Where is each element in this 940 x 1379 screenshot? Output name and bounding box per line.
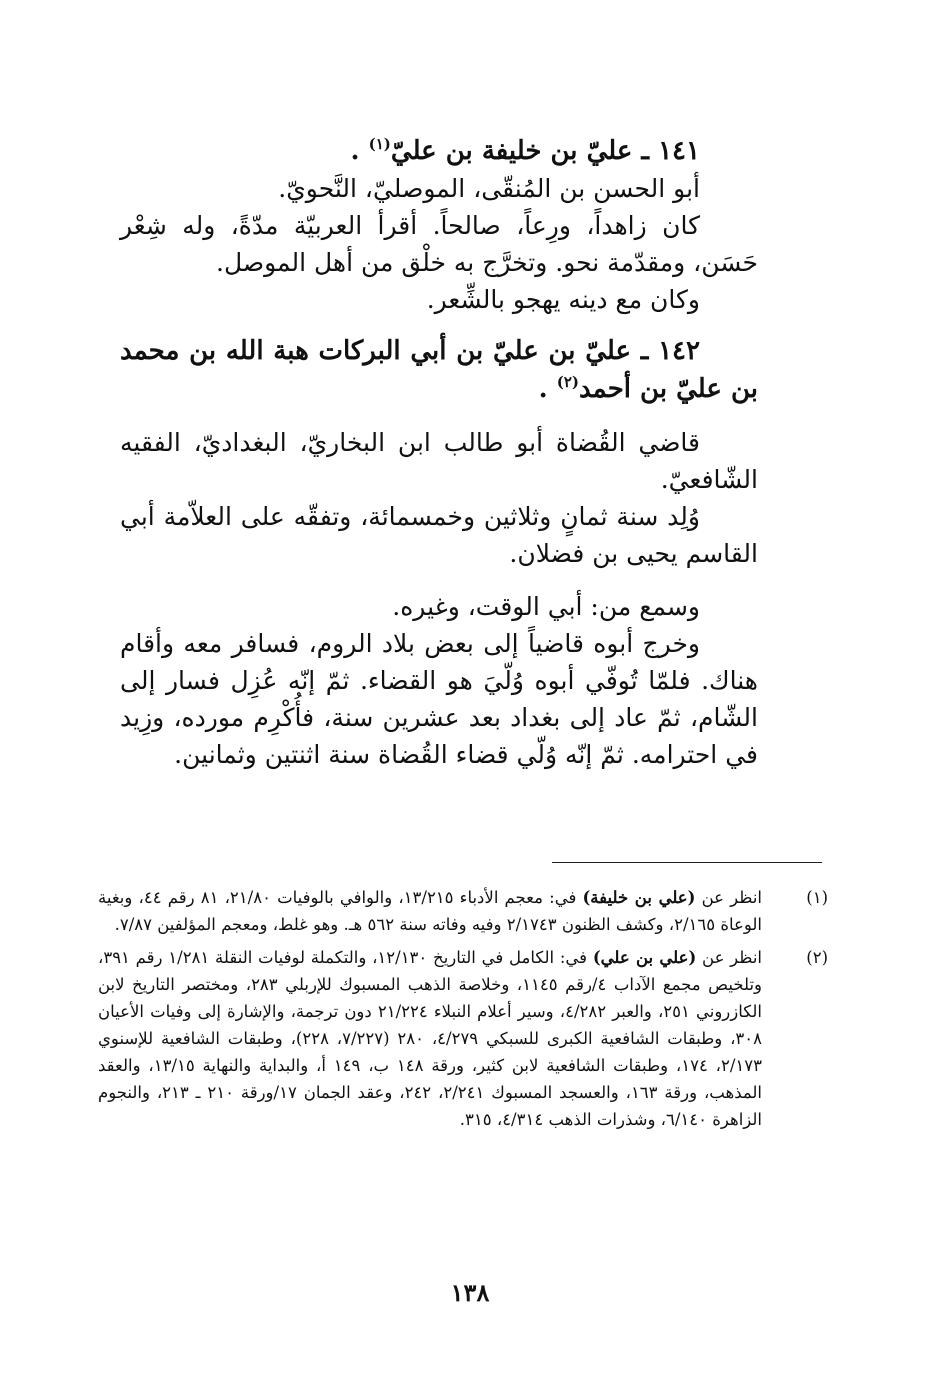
footnote-text: في: الكامل في التاريخ ١٢/١٣٠، والتكملة لوفيات النقلة ١/٢٨١ رقم ٣٩١، وتلخيص مجمع الآداب ٤/رقم ١١٤٥، وخلاصة الذهب المسبوك للإربلي ٢٨٣، ومختصر التاريخ لابن الكازروني ٢٥١، والعبر ٤/٢٨٢، وسير أعلام النبلاء ٢١/٢٢٤ دون ترجمة، والإشارة إلى وفيات الأعيان ٣٠٨، وطبقات الشافعية الكبرى للسبكي ٤/٢٧٩، ٢٨٠ (٧/٢٢٧، ٢٢٨)، وطبقات الشافعية للإسنوي ٢/١٧٣، ١٧٤، وطبقات الشافعية لابن كثير، ورقة ١٤٨ ب، ١٤٩ أ، والبداية والنهاية ١٣/١٥، والعقد المذهب، ورقة ١٦٣، والعسجد المسبوك ٢/٢٤١، ٢٤٢، وعقد الجمان ١٧/ورقة ٢١٠ ـ ٢١٣، والنجوم الزاهرة ٦/١٤٠، وشذرات الذهب ٤/٣١٤، ٣١٥.: [98, 948, 763, 1129]
footnote-number: (٢): [806, 948, 828, 967]
entry-line: وسمع من: أبي الوقت، وغيره.: [392, 592, 700, 621]
entry-line: قاضي القُضاة أبو طالب ابن البخاريّ، البغداديّ، الفقيه الشّافعيّ.: [120, 428, 758, 494]
entry-heading: ١٤٢ ـ عليّ بن عليّ بن أبي البركات هبة الله بن محمد بن عليّ بن أحمد$^{(٢)}$ .: [120, 336, 758, 404]
footnote-reference: (٢): [556, 373, 580, 391]
footnote-text: في: معجم الأدباء ١٣/٢١٥، والوافي بالوفيات ٢١/٨٠، ٨١ رقم ٤٤، وبغية الوعاة ٢/١٦٥، وكشف الظنون ٢/١٧٤٣ وفيه وفاته سنة ٥٦٢ هـ. وهو غلط، ومعجم المؤلفين ٧/٨٧.: [98, 888, 762, 934]
entry-line: وكان مع دينه يهجو بالشِّعر.: [426, 285, 700, 314]
footnote-reference: (١): [368, 135, 391, 153]
entry-line: وخرج أبوه قاضياً إلى بعض بلاد الروم، فسافر معه وأقام هناك. فلمّا تُوفّي أبوه وُلّيَ هو القضاء. ثمّ إنّه عُزِل فسار إلى الشّام، ثمّ عاد إلى بغداد بعد عشرين سنة، فأُكْرِم مورده، وزِيد في احترامه. ثمّ إنّه وُلّي قضاء القُضاة سنة اثنتين وثمانين.: [120, 629, 758, 769]
footnote-2: [98, 944, 828, 1133]
footnotes: [98, 884, 828, 1139]
entry-line: وُلِد سنة ثمانٍ وثلاثين وخمسمائة، وتفقّه على العلاّمة أبي القاسم يحيى بن فضلان.: [120, 502, 758, 568]
entry-line: أبو الحسن بن المُنقّى، الموصليّ، النَّحويّ.: [278, 174, 700, 203]
footnote-subject: (علي بن علي): [592, 948, 697, 967]
page-number: ١٣٨: [450, 1278, 490, 1307]
entry-heading: ١٤١ ـ عليّ بن خليفة بن عليّ$^{(١)}$ .: [350, 135, 700, 166]
entry-line: كان زاهداً، ورِعاً، صالحاً. أقرأ العربيّة مدّةً، وله شِعْر حَسَن، ومقدّمة نحو. وتخرَّج به خلْق من أهل الموصل.: [120, 211, 758, 277]
footnote-1: [98, 884, 828, 938]
biography-entry-141: [120, 132, 758, 318]
footnote-prefix: انظر عن: [702, 948, 762, 967]
footnote-separator: [552, 862, 822, 863]
biography-entry-142: [120, 332, 758, 773]
footnote-prefix: انظر عن: [701, 888, 762, 907]
main-text: [120, 132, 758, 773]
footnote-subject: (علي بن خليفة): [582, 888, 696, 907]
footnote-number: (١): [806, 888, 828, 907]
